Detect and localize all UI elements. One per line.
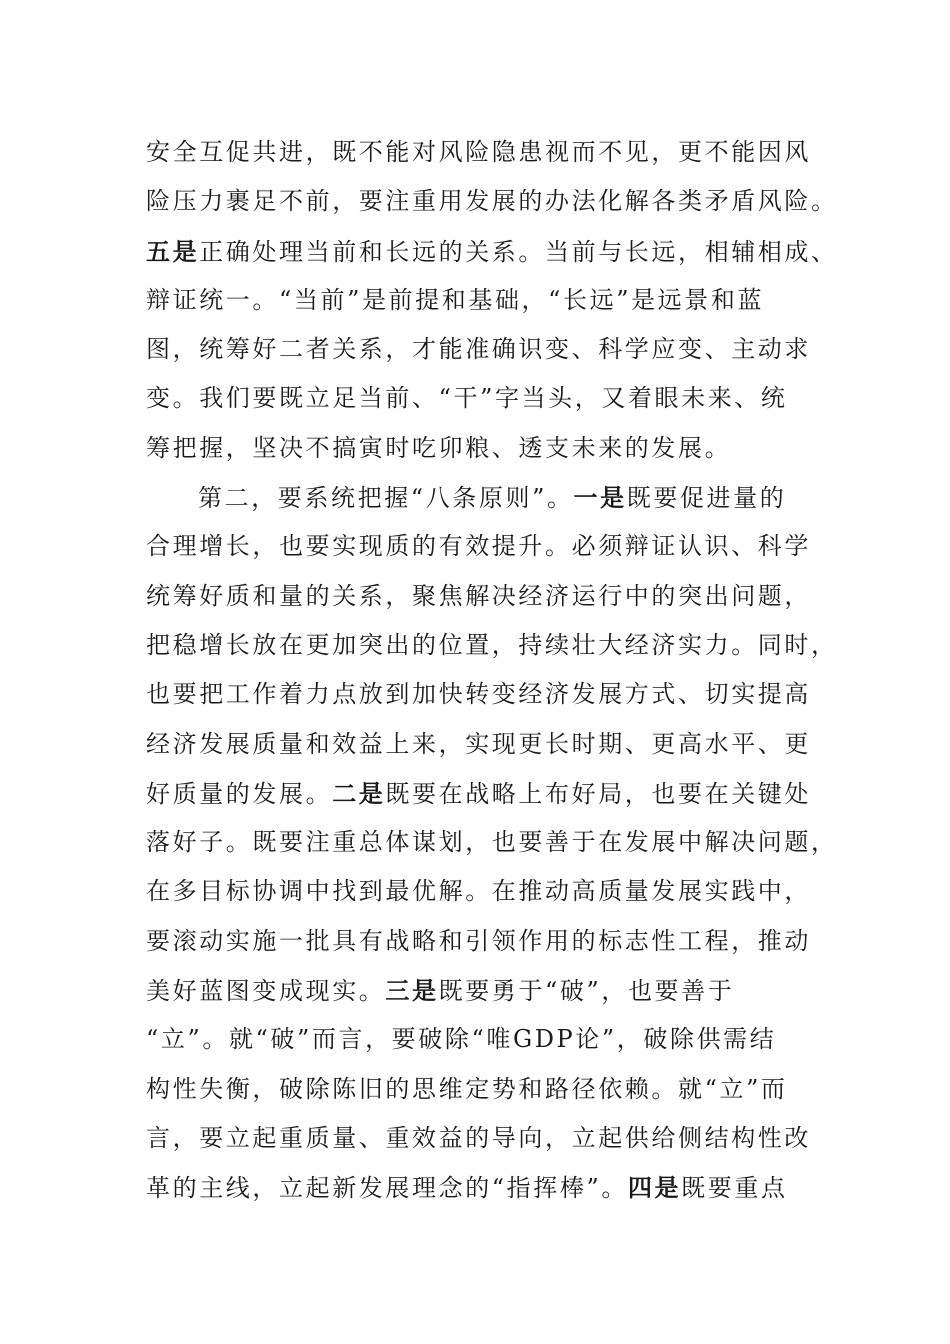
line-text: 变。我们要既立足当前、“干”字当头，又着眼未来、统: [146, 384, 788, 413]
text-line: [146, 128, 826, 177]
line-text: 美好蓝图变成现实。: [146, 977, 386, 1006]
line-text: 在多目标协调中找到最优解。在推动高质量发展实践中，: [146, 877, 811, 906]
text-line: [146, 522, 826, 571]
line-text: “立”。就“破”而言，要破除“唯GDP论”，破除供需结: [146, 1025, 777, 1054]
line-text: 构性失衡，破除陈旧的思维定势和路径依赖。就“立”而: [146, 1074, 788, 1103]
line-text: 图，统筹好二者关系，才能准确识变、科学应变、主动求: [146, 335, 811, 364]
point-marker: 四是: [627, 1173, 682, 1203]
line-text: 合理增长，也要实现质的有效提升。必须辩证认识、科学: [146, 532, 811, 561]
point-marker: 五是: [146, 236, 200, 266]
document-body: [146, 128, 838, 1213]
line-text: 辩证统一。“当前”是前提和基础，“长远”是远景和蓝: [146, 285, 765, 314]
text-line: [146, 720, 826, 769]
text-line: [146, 917, 826, 966]
text-line: [146, 1114, 826, 1163]
line-text: 言，要立起重质量、重效益的导向，立起供给侧结构性改: [146, 1123, 811, 1152]
line-text: 革的主线，立起新发展理念的“指挥棒”。: [146, 1174, 628, 1203]
line-text: 筹把握，坚决不搞寅时吃卯粮、透支未来的发展。: [146, 433, 732, 462]
text-line: [146, 424, 826, 473]
paragraph-first-line: [146, 473, 826, 522]
text-line: [146, 325, 826, 374]
line-text: 安全互促共进，既不能对风险隐患视而不见，更不能因风: [146, 138, 811, 166]
line-text: 既要勇于“破”，也要善于: [438, 977, 735, 1006]
line-text: 第二，要系统把握“八条原则”。: [198, 484, 574, 513]
line-text: 经济发展质量和效益上来，实现更长时期、更高水平、更: [146, 729, 811, 758]
text-line: [146, 177, 838, 226]
text-line: [146, 818, 838, 867]
text-line: [146, 1065, 826, 1114]
text-line: [146, 572, 826, 621]
line-text: 正确处理当前和长远的关系。当前与长远，相辅相成、: [199, 237, 838, 266]
point-marker: 二是: [332, 778, 386, 808]
text-line: [146, 1015, 826, 1064]
line-text: 把稳增长放在更加突出的位置，持续壮大经济实力。同时，: [146, 630, 838, 659]
text-line: [146, 276, 826, 325]
text-line: [146, 670, 826, 719]
point-marker: 一是: [573, 483, 627, 513]
text-line: [146, 621, 838, 670]
line-text: 好质量的发展。: [146, 779, 333, 808]
text-line: [146, 966, 826, 1015]
text-line: [146, 374, 826, 423]
line-text: 既要重点: [681, 1174, 788, 1203]
text-line: [146, 769, 826, 818]
text-line: [146, 227, 838, 276]
text-line: [146, 1163, 826, 1212]
line-text: 落好子。既要注重总体谋划，也要善于在发展中解决问题，: [146, 828, 838, 857]
line-text: 既要促进量的: [626, 484, 787, 513]
line-text: 也要把工作着力点放到加快转变经济发展方式、切实提高: [146, 680, 811, 709]
line-text: 险压力裹足不前，要注重用发展的办法化解各类矛盾风险。: [146, 187, 838, 216]
line-text: 统筹好质和量的关系，聚焦解决经济运行中的突出问题，: [146, 581, 811, 610]
line-text: 要滚动实施一批具有战略和引领作用的标志性工程，推动: [146, 926, 811, 955]
point-marker: 三是: [385, 976, 439, 1006]
line-text: 既要在战略上布好局，也要在关键处: [385, 779, 812, 808]
text-line: [146, 867, 826, 916]
